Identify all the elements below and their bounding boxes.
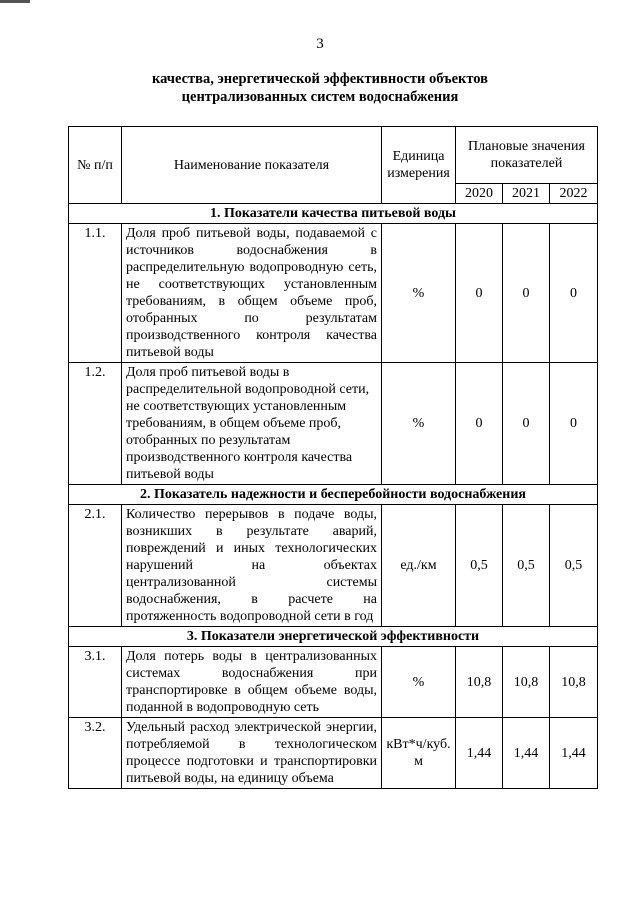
value-2021: 0,5	[503, 505, 550, 627]
indicator-name: Доля проб питьевой воды в распределительной водопроводной сети, не соответствующих установленным требованиям, в общем объеме проб, отобранных по результатам производственного контроля качества питьевой воды	[122, 363, 382, 485]
table-row	[69, 224, 598, 363]
title-line-2: централизованных систем водоснабжения	[181, 89, 459, 105]
indicator-name: Удельный расход электрической энергии, потребляемой в технологическом процессе подготовки и транспортировки питьевой воды, на единицу объема	[122, 718, 382, 789]
header-year-2021: 2021	[503, 184, 550, 204]
indicator-unit: ед./км	[382, 505, 456, 627]
section-row	[69, 627, 598, 647]
value-2020: 0	[456, 363, 503, 485]
value-2021: 1,44	[503, 718, 550, 789]
section-title: 2. Показатель надежности и бесперебойности водоснабжения	[69, 485, 598, 505]
section-title: 1. Показатели качества питьевой воды	[69, 204, 598, 224]
row-number: 1.1.	[69, 224, 122, 363]
indicator-name: Доля проб питьевой воды, подаваемой с источников водоснабжения в распределительную водопроводную сеть, не соответствующих установленным требованиям, в общем объеме проб, отобранных по результатам производственного контроля качества питьевой воды	[122, 224, 382, 363]
indicator-unit: %	[382, 647, 456, 718]
header-unit: Единица измерения	[382, 127, 456, 204]
document-title	[0, 70, 640, 106]
scan-corner-mark	[0, 0, 30, 3]
header-year-2022: 2022	[550, 184, 598, 204]
value-2021: 0	[503, 224, 550, 363]
table-row	[69, 647, 598, 718]
title-line-1: качества, энергетической эффективности объектов	[151, 71, 489, 87]
table-row	[69, 363, 598, 485]
section-title: 3. Показатели энергетической эффективности	[69, 627, 598, 647]
header-year-2020: 2020	[456, 184, 503, 204]
page-number: 3	[316, 36, 324, 52]
value-2022: 0,5	[550, 505, 598, 627]
row-number: 3.1.	[69, 647, 122, 718]
value-2022: 0	[550, 363, 598, 485]
value-2020: 0,5	[456, 505, 503, 627]
header-planned-values: Плановые значения показателей	[456, 127, 598, 184]
row-number: 3.2.	[69, 718, 122, 789]
value-2020: 10,8	[456, 647, 503, 718]
header-row	[69, 127, 598, 184]
value-2022: 10,8	[550, 647, 598, 718]
indicator-name: Доля потерь воды в централизованных системах водоснабжения при транспортировке в общем объеме воды, поданной в водопроводную сеть	[122, 647, 382, 718]
table-row	[69, 718, 598, 789]
value-2020: 1,44	[456, 718, 503, 789]
section-row	[69, 204, 598, 224]
value-2022: 0	[550, 224, 598, 363]
value-2022: 1,44	[550, 718, 598, 789]
header-name: Наименование показателя	[122, 127, 382, 204]
indicator-unit: %	[382, 224, 456, 363]
header-number: № п/п	[69, 127, 122, 204]
indicators-table	[68, 126, 598, 789]
indicator-unit: %	[382, 363, 456, 485]
section-row	[69, 485, 598, 505]
value-2021: 0	[503, 363, 550, 485]
indicator-unit: кВт*ч/куб. м	[382, 718, 456, 789]
row-number: 2.1.	[69, 505, 122, 627]
value-2020: 0	[456, 224, 503, 363]
indicator-name: Количество перерывов в подаче воды, возникших в результате аварий, повреждений и иных технологических нарушений на объектах централизованной системы водоснабжения, в расчете на протяженность водопроводной сети в год	[122, 505, 382, 627]
table-row	[69, 505, 598, 627]
row-number: 1.2.	[69, 363, 122, 485]
value-2021: 10,8	[503, 647, 550, 718]
